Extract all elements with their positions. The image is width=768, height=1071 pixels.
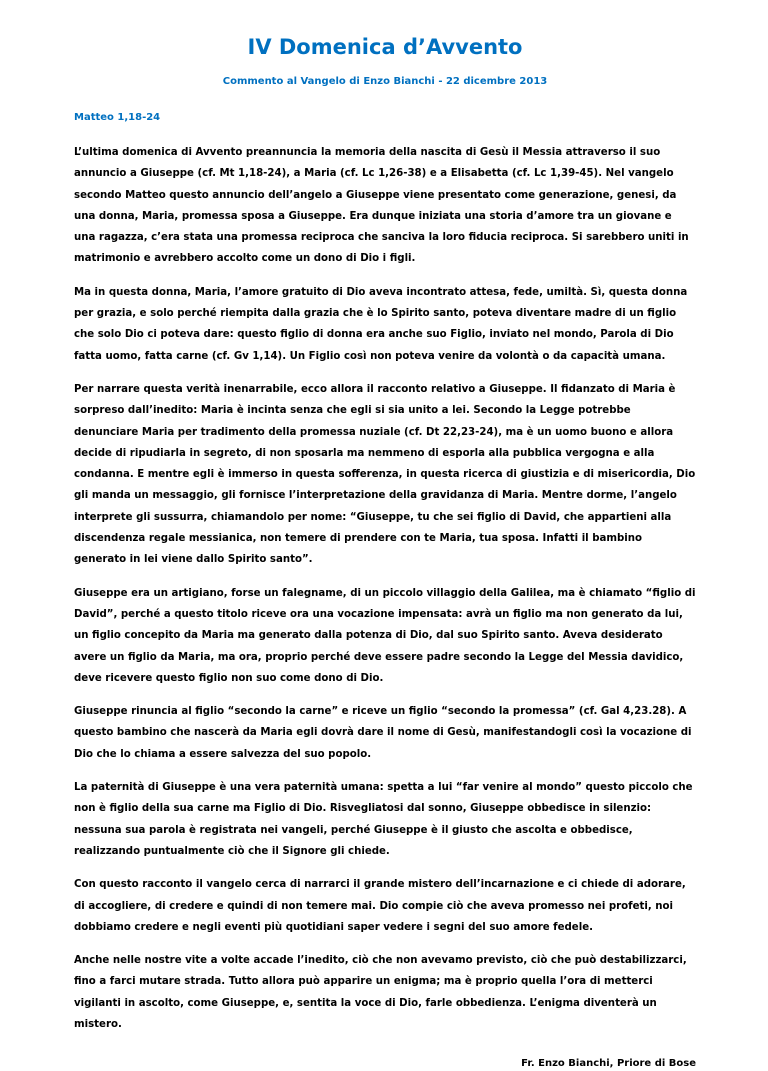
author-signature: Fr. Enzo Bianchi, Priore di Bose: [521, 1058, 696, 1070]
paragraph-6: La paternità di Giuseppe è una vera paternità umana: spetta a lui “far venire al mondo” questo piccolo che non è figlio della sua carne ma Figlio di Dio. Risvegliatosi dal sonno, Giuseppe obbedisce in silenzio: nessuna sua parola è registrata nei vangeli, perché Giuseppe è il giusto che ascolta e obbedisce, realizzando puntualmente ciò che il Signore gli chiede.: [74, 782, 693, 857]
paragraph-4: Giuseppe era un artigiano, forse un falegname, di un piccolo villaggio della Galilea, ma è chiamato “figlio di David”, perché a questo titolo riceve ora una vocazione impensata: avrà un figlio ma non generato da lui, un figlio concepito da Maria ma generato dalla potenza di Dio, dal suo Spirito santo. Aveva desiderato avere un figlio da Maria, ma ora, proprio perché deve essere padre secondo la Legge del Messia davidico, deve ricevere questo figlio non suo come dono di Dio.: [74, 587, 696, 684]
paragraph-1: L’ultima domenica di Avvento preannuncia la memoria della nascita di Gesù il Messia attraverso il suo annuncio a Giuseppe (cf. Mt 1,18-24), a Maria (cf. Lc 1,26-38) e a Elisabetta (cf. Lc 1,39-45). Nel vangelo secondo Matteo questo annuncio dell’angelo a Giuseppe viene presentato come generazione, genesi, da una donna, Maria, promessa sposa a Giuseppe. Era dunque iniziata una storia d’amore tra un giovane e una ragazza, c’era stata una promessa reciproca che sanciva la loro fiducia reciproca. Si sarebbero uniti in matrimonio e avrebbero accolto come un dono di Dio i figli.: [74, 147, 689, 265]
document-page: [74, 0, 696, 1071]
paragraph-7: Con questo racconto il vangelo cerca di narrarci il grande mistero dell’incarnazione e ci chiede di adorare, di accogliere, di credere e quindi di non temere mai. Dio compie ciò che aveva promesso nei profeti, noi dobbiamo credere e negli eventi più quotidiani saper vedere i segni del suo amore fedele.: [74, 879, 686, 933]
paragraph-3: Per narrare questa verità inenarrabile, ecco allora il racconto relativo a Giuseppe. Il fidanzato di Maria è sorpreso dall’inedito: Maria è incinta senza che egli si sia unito a lei. Secondo la Legge potrebbe denunciare Maria per tradimento della promessa nuziale (cf. Dt 22,23-24), ma è un uomo buono e allora decide di ripudiarla in segreto, di non sposarla ma nemmeno di esporla alla pubblica vergogna e alla condanna. E mentre egli è immerso in questa sofferenza, in questa ricerca di giustizia e di misericordia, Dio gli manda un messaggio, gli fornisce l’interpretazione della gravidanza di Maria. Mentre dorme, l’angelo interprete gli sussurra, chiamandolo per nome: “Giuseppe, tu che sei figlio di David, che appartieni alla discendenza regale messianica, non temere di prendere con te Maria, tua sposa. Infatti il bambino generato in lei viene dallo Spirito santo”.: [74, 383, 696, 566]
gospel-reference: Matteo 1,18-24: [74, 112, 161, 123]
paragraph-2: Ma in questa donna, Maria, l’amore gratuito di Dio aveva incontrato attesa, fede, umiltà. Sì, questa donna per grazia, e solo perché riempita dalla grazia che è lo Spirito santo, poteva diventare madre di un figlio che solo Dio ci poteva dare: questo figlio di donna era anche suo Figlio, inviato nel mondo, Parola di Dio fatta uomo, fatta carne (cf. Gv 1,14). Un Figlio così non poteva venire da volontà o da capacità umana.: [74, 286, 688, 362]
page-title: IV Domenica d’Avvento: [247, 35, 523, 59]
page-subtitle: Commento al Vangelo di Enzo Bianchi - 22 dicembre 2013: [222, 76, 548, 87]
paragraph-8: Anche nelle nostre vite a volte accade l’inedito, ciò che non avevamo previsto, ciò che può destabilizzarci, fino a farci mutare strada. Tutto allora può apparire un enigma; ma è proprio quella l’ora di metterci vigilanti in ascolto, come Giuseppe, e, sentita la voce di Dio, farle obbedienza. L’enigma diventerà un mistero.: [74, 955, 687, 1030]
paragraph-5: Giuseppe rinuncia al figlio “secondo la carne” e riceve un figlio “secondo la promessa” (cf. Gal 4,23.28). A questo bambino che nascerà da Maria egli dovrà dare il nome di Gesù, manifestandogli così la vocazione di Dio che lo chiama a essere salvezza del suo popolo.: [74, 706, 692, 760]
